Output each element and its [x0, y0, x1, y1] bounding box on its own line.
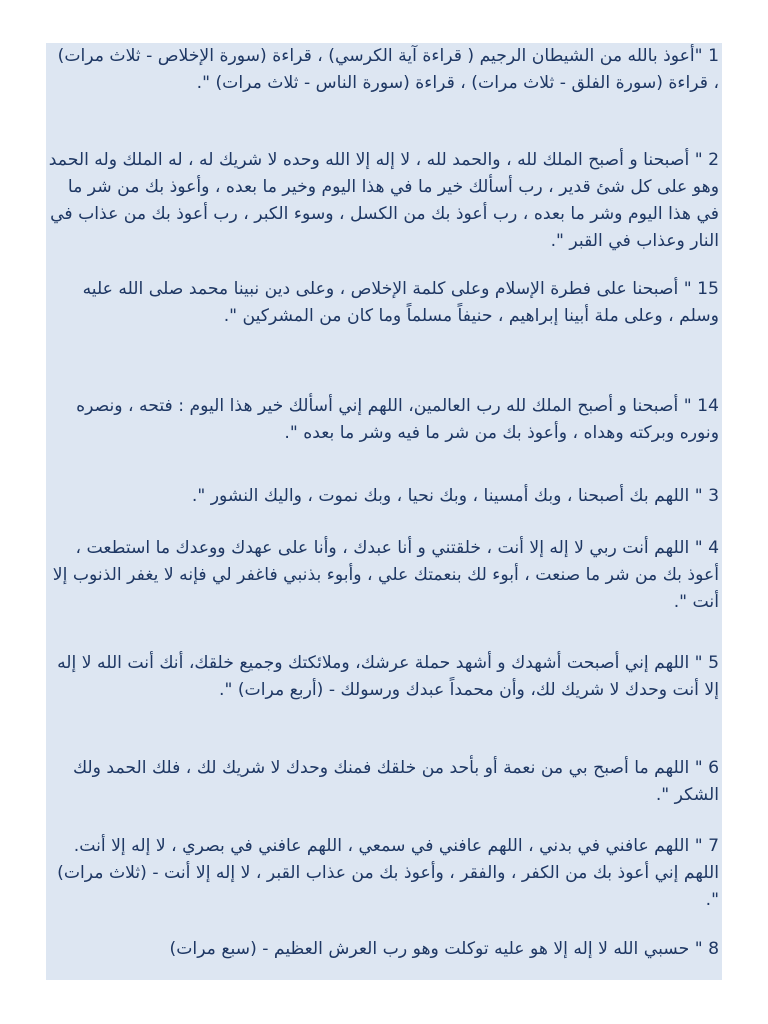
dhikr-paragraph-8: 8 " حسبي الله لا إله إلا هو عليه توكلت وهو رب العرش العظيم - (سبع مرات) [169, 939, 719, 959]
document-page [46, 43, 722, 980]
dhikr-paragraph-3: 3 " اللهم بك أصبحنا ، وبك أمسينا ، وبك نحيا ، وبك نموت ، واليك النشور ". [191, 486, 719, 506]
dhikr-paragraph-15: 15 " أصبحنا على فطرة الإسلام وعلى كلمة الإخلاص ، وعلى دين نبينا محمد صلى الله عليه وسلم ، وعلى ملة أبينا إبراهيم ، حنيفاً مسلماً وما كان من المشركين ". [82, 279, 719, 326]
dhikr-paragraph-1: 1 "أعوذ بالله من الشيطان الرجيم ( قراءة آية الكرسي) ، قراءة (سورة الإخلاص - ثلاث مرات) ، قراءة (سورة الفلق - ثلاث مرات) ، قراءة (سورة الناس - ثلاث مرات) ". [57, 46, 719, 93]
dhikr-paragraph-6: 6 " اللهم ما أصبح بي من نعمة أو بأحد من خلقك فمنك وحدك لا شريك لك ، فلك الحمد ولك الشكر ". [72, 758, 719, 805]
dhikr-paragraph-7: 7 " اللهم عافني في بدني ، اللهم عافني في سمعي ، اللهم عافني في بصري ، لا إله إلا أنت. اللهم إني أعوذ بك من الكفر ، والفقر ، وأعوذ بك من عذاب القبر ، لا إله إلا أنت - (ثلاث مرات) ". [57, 836, 719, 910]
dhikr-paragraph-5: 5 " اللهم إني أصبحت أشهدك و أشهد حملة عرشك، وملائكتك وجميع خلقك، أنك أنت الله لا إله إلا أنت وحدك لا شريك لك، وأن محمداً عبدك ورسولك - (أربع مرات) ". [57, 653, 719, 700]
dhikr-paragraph-4: 4 " اللهم أنت ربي لا إله إلا أنت ، خلقتني و أنا عبدك ، وأنا على عهدك ووعدك ما استطعت ، أعوذ بك من شر ما صنعت ، أبوء لك بنعمتك علي ، وأبوء بذنبي فاغفر لي فإنه لا يغفر الذنوب إلا أنت ". [52, 538, 719, 612]
dhikr-paragraph-14: 14 " أصبحنا و أصبح الملك لله رب العالمين، اللهم إني أسألك خير هذا اليوم : فتحه ، ونصره ونوره وبركته وهداه ، وأعوذ بك من شر ما فيه وشر ما بعده ". [76, 396, 719, 443]
dhikr-paragraph-2: 2 " أصبحنا و أصبح الملك لله ، والحمد لله ، لا إله إلا الله وحده لا شريك له ، له الملك وله الحمد وهو على كل شئ قدير ، رب أسألك خير ما في هذا اليوم وخير ما بعده ، وأعوذ بك من شر ما في هذا اليوم وشر ما بعده ، رب أعوذ بك من الكسل ، وسوء الكبر ، رب أعوذ بك من عذاب في النار وعذاب في القبر ". [48, 150, 719, 251]
